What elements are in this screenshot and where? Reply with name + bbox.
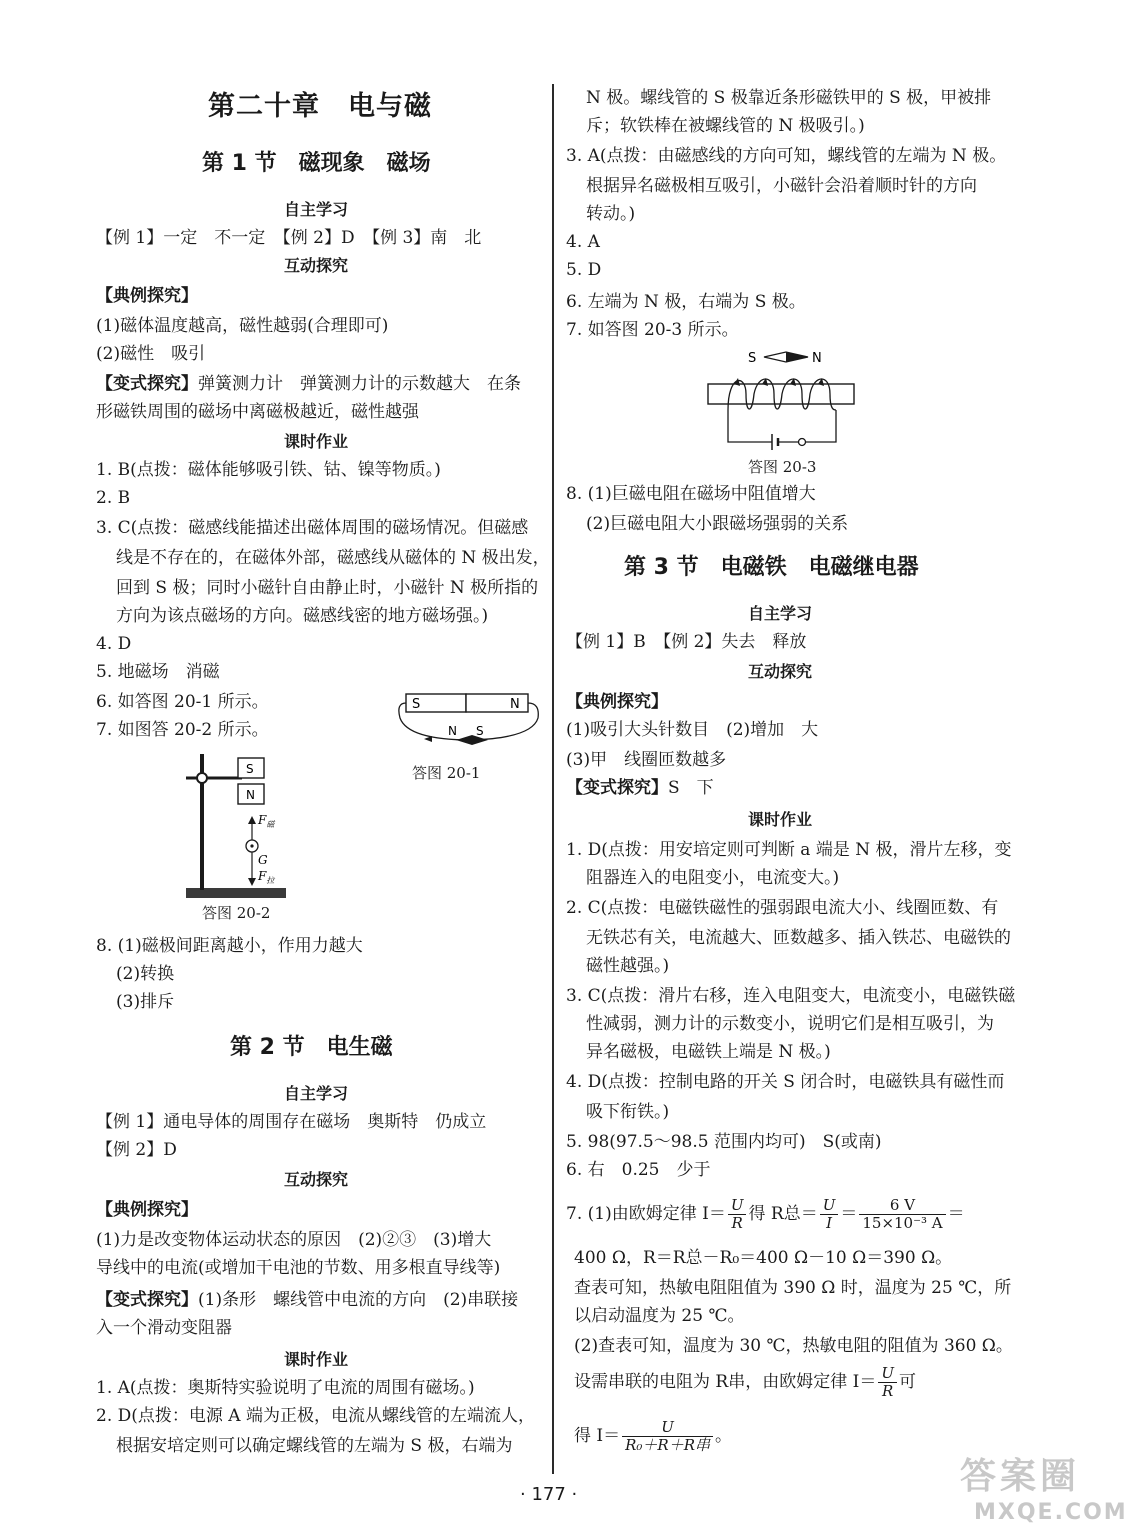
s3-hw-q7-line2: 400 Ω，R＝R总－R₀＝400 Ω－10 Ω＝390 Ω。 bbox=[574, 1248, 953, 1268]
fig203-label-s: S bbox=[748, 351, 757, 366]
fig201-label-s: S bbox=[412, 697, 421, 712]
s2-example-2: 【例 2】D bbox=[96, 1140, 177, 1160]
q7-end: ＝ bbox=[947, 1204, 965, 1224]
s3-examples: 【例 1】B 【例 2】失去 释放 bbox=[566, 632, 807, 652]
r-q2c: N 极。螺线管的 S 极靠近条形磁铁甲的 S 极，甲被排 bbox=[586, 88, 992, 108]
tag-typical-2: 【典例探究】 bbox=[96, 1200, 198, 1220]
hw-q7: 7. 如图答 20-2 所示。 bbox=[96, 720, 269, 740]
s3-variant-text: S 下 bbox=[668, 778, 714, 798]
s3-hw-q2a: 2. C(点拨：电磁铁磁性的强弱跟电流大小、线圈匝数、有 bbox=[566, 898, 999, 918]
hw-q8a: 8. (1)磁极间距离越小，作用力越大 bbox=[96, 936, 363, 956]
svg-text:F磁 bbox=[257, 813, 275, 829]
r-q8b: (2)巨磁电阻大小跟磁场强弱的关系 bbox=[586, 514, 849, 534]
s3-hw-q3b: 性减弱，测力计的示数变小，说明它们是相互吸引，为 bbox=[586, 1014, 994, 1034]
hw-q4: 4. D bbox=[96, 634, 132, 654]
s3-hw-q7-line7 bbox=[574, 1416, 732, 1456]
hw-q2: 2. B bbox=[96, 488, 131, 508]
hw-q3b: 线是不存在的，在磁体外部，磁感线从磁体的 N 极出发， bbox=[116, 548, 550, 568]
r-q4: 4. A bbox=[566, 232, 600, 252]
heading-self-study: 自主学习 bbox=[284, 200, 349, 219]
r-q3c: 转动。) bbox=[586, 204, 636, 224]
r-q2d: 斥；软铁棒在被螺线管的 N 极吸引。) bbox=[586, 116, 865, 136]
tag-variant-3: 【变式探究】 bbox=[566, 778, 668, 798]
s2-variant-text: (1)条形 螺线管中电流的方向 (2)串联接 bbox=[198, 1290, 519, 1310]
hw-q1: 1. B(点拨：磁体能够吸引铁、钴、镍等物质。) bbox=[96, 460, 441, 480]
fig202-g: G bbox=[258, 853, 268, 867]
s3-variant-line bbox=[566, 776, 714, 800]
q7-eq: ＝ bbox=[840, 1204, 858, 1224]
section-1-title: 第 1 节 磁现象 磁场 bbox=[202, 151, 431, 176]
heading-interactive-3: 互动探究 bbox=[748, 662, 813, 681]
s3-hw-q7-line3: 查表可知，热敏电阻阻值为 390 Ω 时，温度为 25 ℃，所 bbox=[574, 1278, 1012, 1298]
arrow-up bbox=[248, 816, 256, 824]
svg-text:F拉 bbox=[257, 869, 275, 885]
watermark-logo bbox=[930, 1448, 1128, 1532]
figure-20-1 bbox=[392, 688, 542, 748]
field-line-arrow bbox=[424, 736, 432, 742]
circuit-wire bbox=[728, 410, 772, 442]
s3-hw-q1b: 阻器连入的电阻变小，电流变大。) bbox=[586, 868, 840, 888]
heading-homework-2: 课时作业 bbox=[284, 1350, 349, 1369]
q7-line6-pre: 设需串联的电阻为 R串，由欧姆定律 I＝ bbox=[574, 1372, 877, 1392]
r-q6: 6. 左端为 N 极，右端为 S 极。 bbox=[566, 292, 806, 312]
stand-clamp bbox=[197, 773, 207, 783]
q7-mid: 得 R总＝ bbox=[748, 1204, 818, 1224]
s3-typical-1: (1)吸引大头针数目 (2)增加 大 bbox=[566, 720, 819, 740]
variant-line bbox=[96, 372, 521, 396]
hw-q6: 6. 如答图 20-1 所示。 bbox=[96, 692, 269, 712]
tag-variant-2: 【变式探究】 bbox=[96, 1290, 198, 1310]
heading-interactive-2: 互动探究 bbox=[284, 1170, 349, 1189]
s3-hw-q6: 6. 右 0.25 少于 bbox=[566, 1160, 711, 1180]
s3-hw-q3c: 异名磁极，电磁铁上端是 N 极。) bbox=[586, 1042, 831, 1062]
ball-center bbox=[250, 844, 253, 847]
fig203-label-n: N bbox=[812, 351, 822, 366]
s2-hw-q2b: 根据安培定则可以确定螺线管的左端为 S 极，右端为 bbox=[116, 1436, 513, 1456]
tag-typical-3: 【典例探究】 bbox=[566, 692, 668, 712]
s2-example-1: 【例 1】通电导体的周围存在磁场 奥斯特 仍成立 bbox=[96, 1112, 487, 1132]
fig201-needle-n: N bbox=[448, 724, 457, 738]
r-q3b: 根据异名磁极相互吸引，小磁针会沿着顺时针的方向 bbox=[586, 176, 977, 196]
watermark-bottom: MXQE.COM bbox=[974, 1500, 1128, 1525]
fig202-fa: F bbox=[258, 813, 267, 827]
hw-q3d: 方向为该点磁场的方向。磁感线密的地方磁场强。) bbox=[116, 606, 489, 626]
switch-contact bbox=[799, 439, 806, 446]
s2-typical-1b: 导线中的电流(或增加干电池的节数、用多根直导线等) bbox=[96, 1258, 501, 1278]
s3-hw-q2c: 磁性越强。) bbox=[586, 956, 670, 976]
circuit-wire-3 bbox=[806, 410, 836, 442]
fig201-label-n: N bbox=[510, 697, 520, 712]
s3-hw-q4b: 吸下衔铁。) bbox=[586, 1102, 670, 1122]
page-number: · 177 · bbox=[520, 1484, 578, 1505]
hw-q3a: 3. C(点拨：磁感线能描述出磁体周围的磁场情况。但磁感 bbox=[96, 518, 529, 538]
caption-20-1: 答图 20-1 bbox=[412, 764, 481, 782]
s2-variant-cont: 入一个滑动变阻器 bbox=[96, 1318, 232, 1338]
r-q8a: 8. (1)巨磁电阻在磁场中阻值增大 bbox=[566, 484, 816, 504]
caption-20-2: 答图 20-2 bbox=[202, 904, 271, 922]
tag-typical: 【典例探究】 bbox=[96, 286, 198, 306]
heading-interactive: 互动探究 bbox=[284, 256, 349, 275]
fig202-label-s: S bbox=[246, 762, 254, 776]
hw-q3c: 回到 S 极；同时小磁针自由静止时，小磁针 N 极所指的 bbox=[116, 578, 539, 598]
hw-q5: 5. 地磁场 消磁 bbox=[96, 662, 220, 682]
s2-variant-line bbox=[96, 1288, 518, 1312]
s3-hw-q2b: 无铁芯有关，电流越大、匝数越多、插入铁芯、电磁铁的 bbox=[586, 928, 1011, 948]
fig202-fb: F bbox=[258, 869, 267, 883]
s2-typical-1: (1)力是改变物体运动状态的原因 (2)②③ (3)增大 bbox=[96, 1230, 492, 1250]
section-2-title: 第 2 节 电生磁 bbox=[230, 1035, 393, 1060]
column-divider bbox=[552, 84, 554, 1474]
caption-20-3: 答图 20-3 bbox=[748, 458, 817, 476]
s3-hw-q7-line5: (2)查表可知，温度为 30 ℃，热敏电阻的阻值为 360 Ω。 bbox=[574, 1336, 1013, 1356]
variant-cont: 形磁铁周围的磁场中离磁极越近，磁性越强 bbox=[96, 402, 419, 422]
s3-hw-q7-line1 bbox=[566, 1194, 965, 1234]
s3-hw-q7-line6 bbox=[574, 1362, 916, 1402]
compass-needle-n-half bbox=[786, 352, 808, 362]
r-q5: 5. D bbox=[566, 260, 602, 280]
fig202-fa-sub: 磁 bbox=[266, 820, 275, 829]
s3-hw-q4a: 4. D(点拨：控制电路的开关 S 闭合时，电磁铁具有磁性而 bbox=[566, 1072, 1005, 1092]
typical-answer-2: (2)磁性 吸引 bbox=[96, 344, 206, 364]
q7-frac5: $\frac{U}{\text{R₀＋R＋R串}}$ bbox=[622, 1419, 713, 1454]
tag-variant: 【变式探究】 bbox=[96, 374, 198, 394]
q7-frac1: $\frac{U}{R}$ bbox=[728, 1197, 747, 1232]
q7-frac3: $\frac{6 V}{\text{15×10⁻³ A}}$ bbox=[859, 1197, 945, 1232]
fig201-needle-s: S bbox=[476, 724, 484, 738]
q7-line7-pre: 得 I＝ bbox=[574, 1426, 621, 1446]
s3-hw-q5: 5. 98(97.5～98.5 范围内均可) S(或南) bbox=[566, 1132, 882, 1152]
hw-q8c: (3)排斥 bbox=[116, 992, 175, 1012]
r-q3a: 3. A(点拨：由磁感线的方向可知，螺线管的左端为 N 极。 bbox=[566, 146, 1007, 166]
q7-frac2: $\frac{U}{I}$ bbox=[820, 1197, 839, 1232]
watermark-top: 答案圈 bbox=[960, 1456, 1081, 1497]
section-3-title: 第 3 节 电磁铁 电磁继电器 bbox=[624, 555, 919, 580]
variant-text: 弹簧测力计 弹簧测力计的示数越大 在条 bbox=[198, 374, 521, 394]
fig202-label-n: N bbox=[246, 788, 255, 802]
arrow-down bbox=[248, 878, 256, 886]
chapter-title: 第二十章 电与磁 bbox=[208, 91, 432, 122]
fig202-fb-sub: 拉 bbox=[266, 876, 275, 885]
heading-homework: 课时作业 bbox=[284, 432, 349, 451]
heading-homework-3: 课时作业 bbox=[748, 810, 813, 829]
s3-typical-2: (3)甲 线圈匝数越多 bbox=[566, 750, 727, 770]
heading-self-study-3: 自主学习 bbox=[748, 604, 813, 623]
hw-q8b: (2)转换 bbox=[116, 964, 175, 984]
q7-pre: 7. (1)由欧姆定律 I＝ bbox=[566, 1204, 726, 1224]
examples-line: 【例 1】一定 不一定 【例 2】D 【例 3】南 北 bbox=[96, 228, 482, 248]
s3-hw-q3a: 3. C(点拨：滑片右移，连入电阻变大，电流变小，电磁铁磁 bbox=[566, 986, 1016, 1006]
s3-hw-q1a: 1. D(点拨：用安培定则可判断 a 端是 N 极，滑片左移，变 bbox=[566, 840, 1012, 860]
q7-frac4: $\frac{U}{R}$ bbox=[878, 1365, 897, 1400]
figure-20-2 bbox=[182, 744, 302, 904]
s3-hw-q7-line4: 以启动温度为 25 ℃。 bbox=[574, 1306, 745, 1326]
typical-answer-1: (1)磁体温度越高，磁性越弱(合理即可) bbox=[96, 316, 389, 336]
r-q7: 7. 如答图 20-3 所示。 bbox=[566, 320, 739, 340]
heading-self-study-2: 自主学习 bbox=[284, 1084, 349, 1103]
q7-line6-post: 可 bbox=[898, 1372, 916, 1392]
figure-20-3 bbox=[702, 344, 862, 454]
s2-hw-q2a: 2. D(点拨：电源 A 端为正极，电流从螺线管的左端流人， bbox=[96, 1406, 535, 1426]
s2-hw-q1: 1. A(点拨：奥斯特实验说明了电流的周围有磁场。) bbox=[96, 1378, 475, 1398]
q7-line7-post: 。 bbox=[715, 1426, 733, 1446]
